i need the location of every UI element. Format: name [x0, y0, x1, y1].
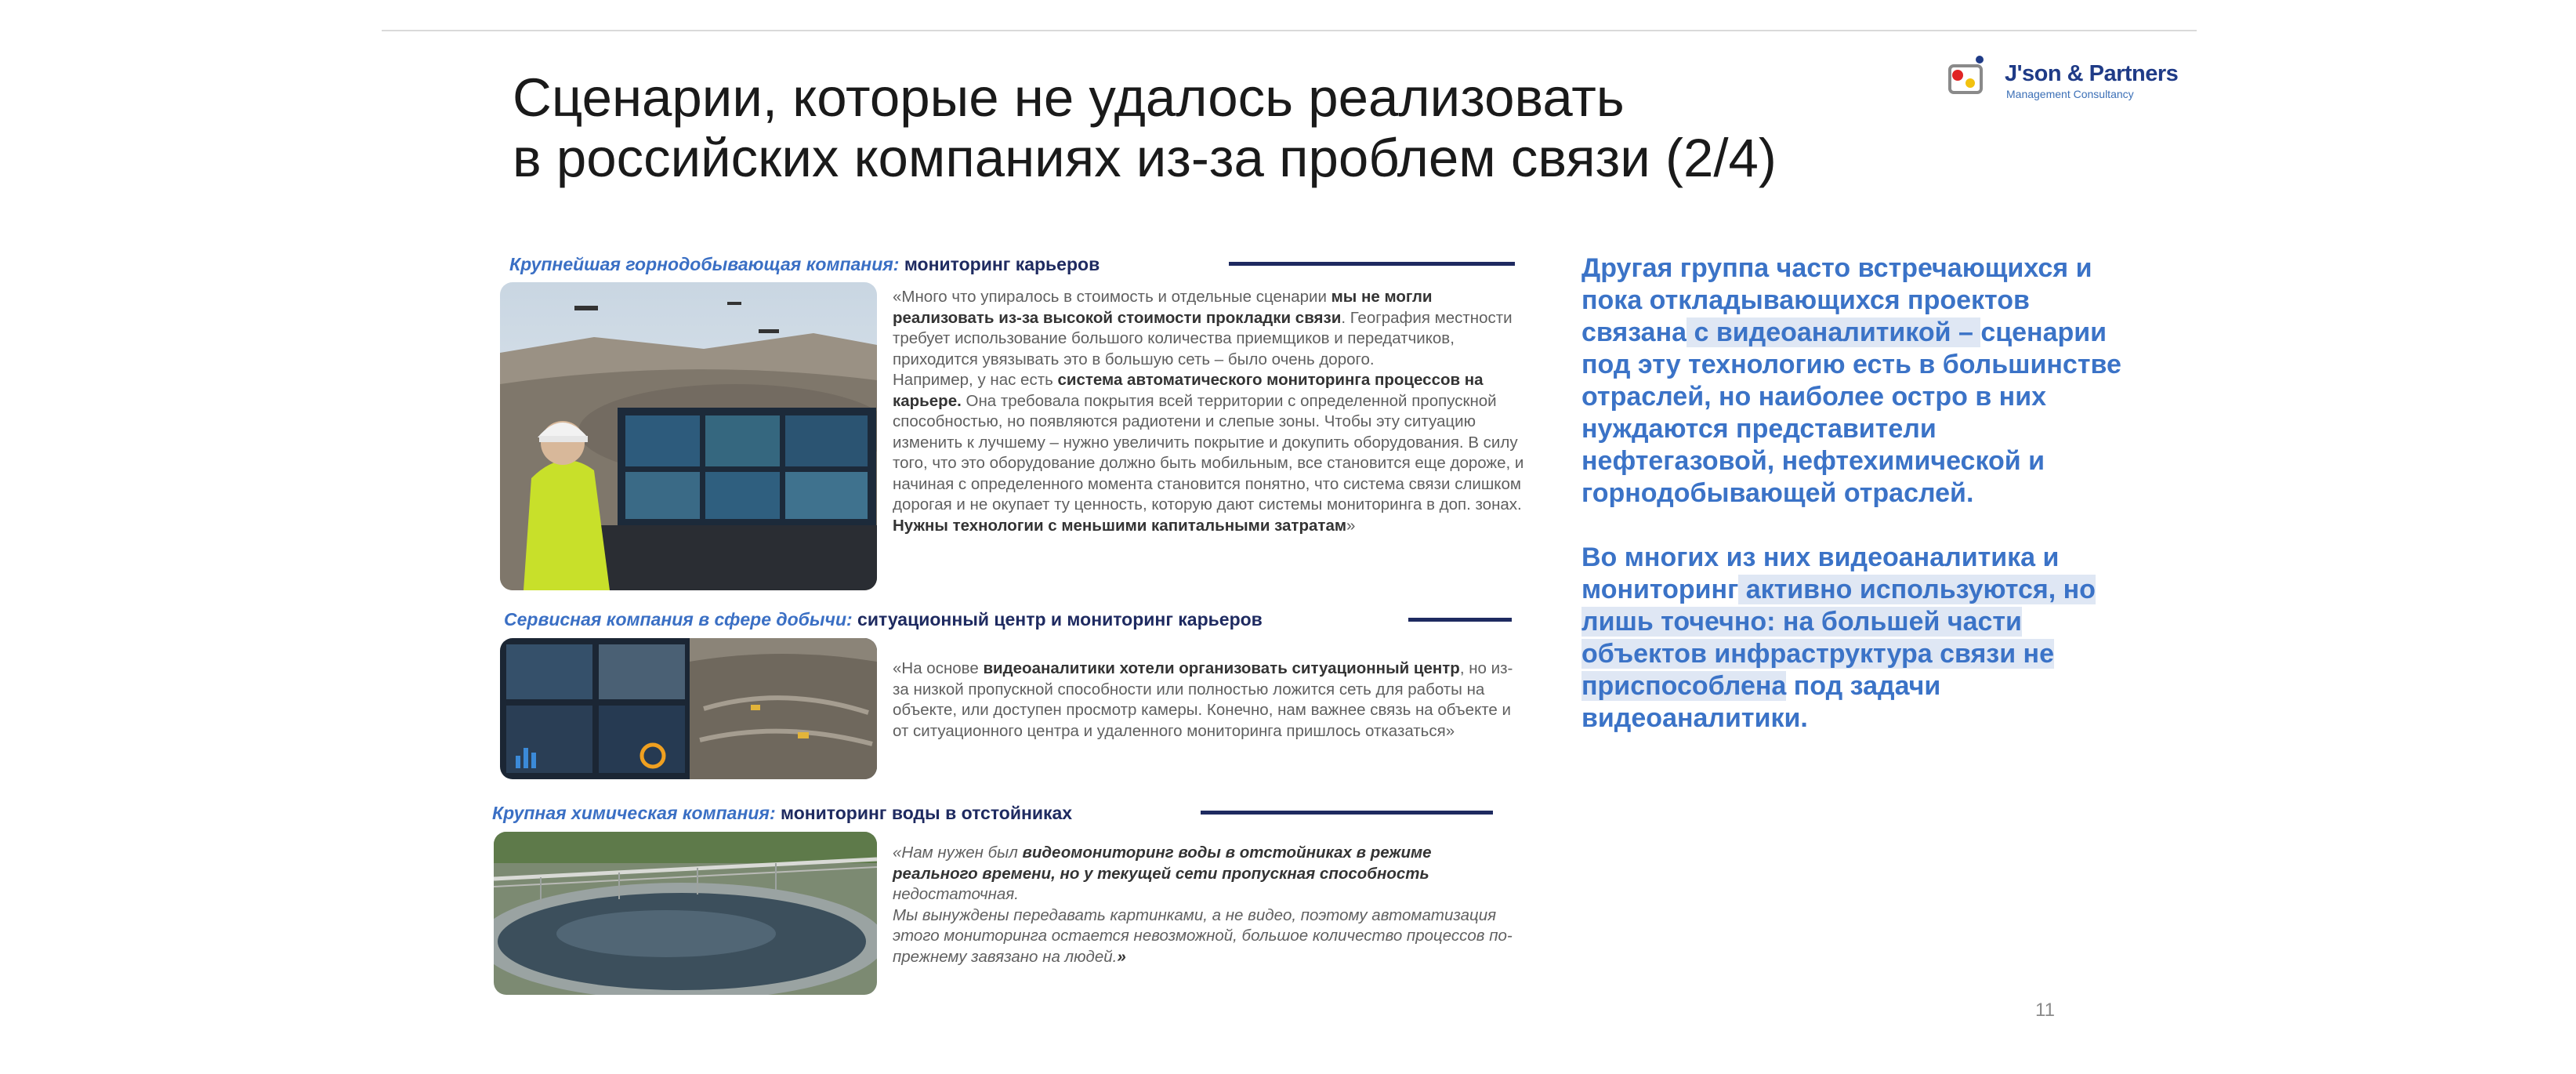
case-2-topic: ситуационный центр и мониторинг карьеров [857, 609, 1263, 630]
quote-text: » [1346, 516, 1356, 535]
quote-emphasis: Нужны технологии с меньшими капитальными затратам [893, 516, 1347, 535]
case-1-quote-p2 [893, 370, 1527, 536]
top-divider [382, 30, 2197, 31]
quote-text: недостаточная. [893, 885, 1019, 903]
quote-text: «Нам нужен был [893, 844, 1023, 862]
quote-text: , но из-за низкой пропускной способности или полностью ложится сеть для работы на объекте, или доступен просмотр камеры. Конечно, нам важнее связь на объекте и от ситуационного центра и удаленного мониторинга пришлось отказаться» [893, 659, 1513, 740]
case-3-heading [492, 803, 1072, 824]
quote-text: Например, у нас есть [893, 371, 1058, 389]
case-1-quote-p1 [893, 287, 1527, 370]
case-2-quote-p1 [893, 659, 1520, 742]
quote-emphasis: видеомониторинг воды в отстойниках в режиме реального времени, но у текущей сети пропускная способность [893, 844, 1432, 883]
case-3-rule [1201, 811, 1493, 815]
side-paragraph-1 [1581, 252, 2130, 510]
case-3-company: Крупная химическая компания: [492, 803, 776, 823]
mining-operator-monitors-icon [500, 282, 877, 590]
side-text: сценарии под эту технологию есть в большинстве отраслей, но наиболее остро в них нуждаются представители нефтегазовой, нефтехимической и горнодобывающей отраслей. [1581, 317, 2121, 508]
case-3-quote-p2 [893, 905, 1520, 968]
case-3-quote-p1 [893, 843, 1520, 905]
slide-title [513, 67, 2080, 188]
quote-text: Мы вынуждены передавать картинками, а не видео, поэтому автоматизация этого мониторинга остается невозможной, большое количество процессов по-прежнему завязано на людей. [893, 905, 1513, 966]
side-highlight: с видеоаналитикой – [1687, 317, 1981, 347]
slide-title-line-1: Сценарии, которые не удалось реализовать [513, 67, 1625, 128]
case-2-photo [500, 638, 877, 779]
quote-emphasis: мы не могли реализовать из-за высокой стоимости прокладки связи [893, 288, 1433, 327]
case-3-photo [494, 832, 877, 995]
logo-mark-icon [1948, 55, 1997, 96]
quote-emphasis: » [1117, 947, 1126, 966]
side-highlight: активно используются, но лишь точечно: на большей части объектов инфраструктура связи не приспособлена [1581, 575, 2096, 701]
quote-text: «На основе [893, 659, 984, 677]
case-1-quote [893, 287, 1527, 536]
case-1-company: Крупнейшая горнодобывающая компания: [509, 254, 900, 274]
quote-emphasis: видеоаналитики хотели организовать ситуационный центр [983, 659, 1460, 677]
case-3-quote [893, 843, 1520, 967]
quote-emphasis: система автоматического мониторинга процессов на карьере. [893, 371, 1484, 410]
case-2-company: Сервисная компания в сфере добычи: [504, 609, 853, 630]
quote-text: . География местности требует использование большого количества приемщиков и передатчиков, приходится увязывать это в большую сеть – было очень дорого. [893, 308, 1513, 368]
case-1-photo [500, 282, 877, 590]
case-2-quote [893, 659, 1520, 742]
case-2-heading [504, 609, 1263, 630]
side-text: Другая группа часто встречающихся и пока откладывающихся проектов связана [1581, 253, 2092, 347]
side-summary [1581, 252, 2130, 735]
case-1-rule [1229, 262, 1515, 266]
case-3-topic: мониторинг воды в отстойниках [781, 803, 1073, 823]
case-1-heading [509, 254, 1100, 275]
logo-subtitle: Management Consultancy [2006, 88, 2134, 100]
quote-text: «Много что упиралось в стоимость и отдельные сценарии [893, 288, 1331, 306]
case-1-topic: мониторинг карьеров [904, 254, 1100, 274]
quote-text: Она требовала покрытия всей территории с определенной пропускной способностью, но появляются радиотени и слепые зоны. Чтобы эту ситуацию изменить к лучшему – нужно увеличить покрытие и докупить оборудования. В силу того, что это оборудование должно быть мобильным, все становится еще дороже, и начиная с определенного момента становится понятно, что система связи слишком дорогая и не окупает ту ценность, которую дают системы мониторинга в доп. зонах. [893, 391, 1524, 513]
page-number: 11 [2035, 1000, 2055, 1021]
side-text: Во многих из них видеоаналитика и мониторинг [1581, 542, 2060, 604]
slide-title-line-2: в российских компаниях из-за проблем связи (2/4) [513, 128, 1777, 188]
side-paragraph-2 [1581, 542, 2130, 735]
situation-center-quarry-icon [500, 638, 877, 779]
settling-tank-icon [494, 832, 877, 995]
side-text: под задачи видеоаналитики. [1581, 671, 1941, 733]
case-2-rule [1408, 618, 1512, 622]
company-logo [1944, 38, 2179, 108]
logo-name: J'son & Partners [2005, 61, 2179, 86]
